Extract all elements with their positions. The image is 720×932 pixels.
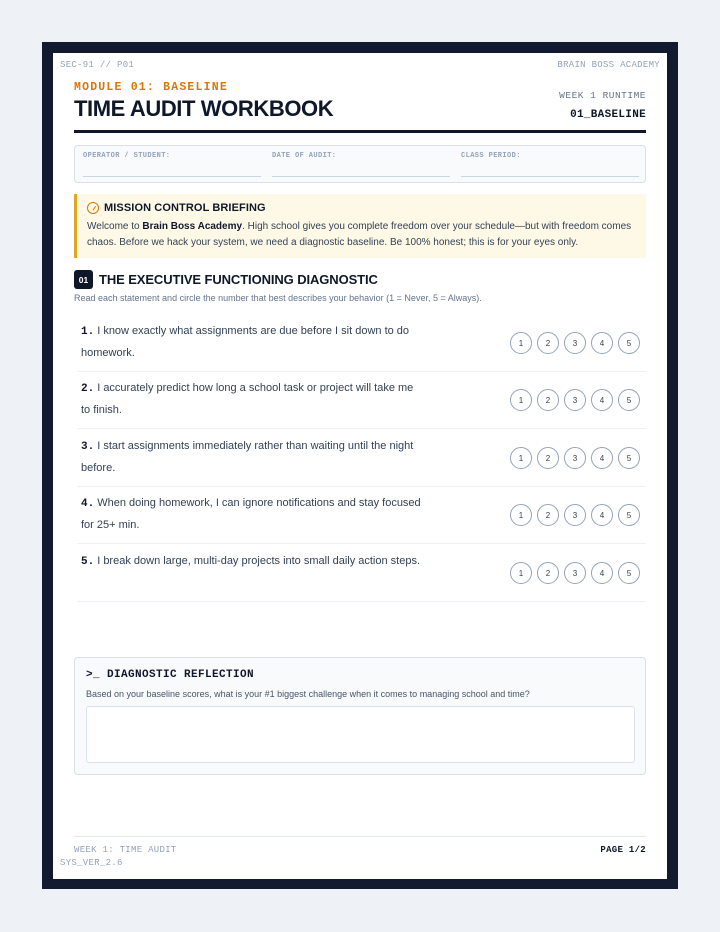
rating-option[interactable]: 5 <box>618 504 640 526</box>
item-text: I start assignments immediately rather than waiting until the night before. <box>81 440 414 474</box>
rating-option[interactable]: 3 <box>564 447 586 469</box>
item-number: 1. <box>81 326 95 338</box>
workbook-page <box>53 53 667 879</box>
compass-icon <box>87 202 99 214</box>
item-text: When doing homework, I can ignore notifications and stay focused for 25+ min. <box>81 497 421 531</box>
rating-option[interactable]: 1 <box>510 389 532 411</box>
header-divider <box>74 130 646 133</box>
rating-option[interactable]: 2 <box>537 562 559 584</box>
date-field-label: DATE OF AUDIT: <box>272 152 337 160</box>
item-statement <box>81 378 421 421</box>
diagnostic-item <box>77 372 646 429</box>
date-field-line <box>272 176 450 177</box>
reflection-title: >_ DIAGNOSTIC REFLECTION <box>86 669 255 681</box>
rating-option[interactable]: 3 <box>564 504 586 526</box>
diagnostic-item <box>77 487 646 544</box>
rating-option[interactable]: 2 <box>537 447 559 469</box>
page-number: PAGE 1/2 <box>600 845 646 855</box>
item-number: 3. <box>81 441 95 453</box>
rating-scale <box>510 332 640 354</box>
rating-option[interactable]: 1 <box>510 332 532 354</box>
rating-option[interactable]: 5 <box>618 562 640 584</box>
rating-option[interactable]: 2 <box>537 504 559 526</box>
class-period-field[interactable] <box>461 152 639 160</box>
section-number-badge: 01 <box>74 270 93 289</box>
briefing-text-end: . High school gives you complete freedom over your schedule—but with freedom comes chaos. Before we hack your system, we need a diagnostic baseline. Be 100% honest; this is for your eyes only. <box>87 221 632 248</box>
item-statement <box>81 493 421 536</box>
mission-briefing <box>74 194 646 258</box>
reflection-panel <box>74 657 646 775</box>
briefing-brand: Brain Boss Academy <box>142 221 243 232</box>
rating-option[interactable]: 4 <box>591 447 613 469</box>
rating-option[interactable]: 5 <box>618 389 640 411</box>
date-field[interactable] <box>272 152 450 160</box>
rating-option[interactable]: 1 <box>510 447 532 469</box>
runtime-label: WEEK 1 RUNTIME <box>559 90 646 101</box>
page-title: TIME AUDIT WORKBOOK <box>74 96 334 121</box>
item-number: 5. <box>81 556 95 568</box>
rating-scale <box>510 562 640 584</box>
rating-option[interactable]: 3 <box>564 389 586 411</box>
student-field-line <box>83 176 261 177</box>
student-field-label: OPERATOR / STUDENT: <box>83 152 171 160</box>
item-statement <box>81 436 421 479</box>
item-statement <box>81 551 421 573</box>
diagnostic-item <box>77 430 646 487</box>
rating-option[interactable]: 5 <box>618 332 640 354</box>
item-text: I accurately predict how long a school task or project will take me to finish. <box>81 382 414 416</box>
item-text: I know exactly what assignments are due before I sit down to do homework. <box>81 325 410 359</box>
reflection-question: Based on your baseline scores, what is your #1 biggest challenge when it comes to managing school and time? <box>86 689 530 699</box>
rating-option[interactable]: 3 <box>564 332 586 354</box>
section-code: SEC-91 // P01 <box>60 60 135 70</box>
rating-option[interactable]: 3 <box>564 562 586 584</box>
footer-divider <box>74 836 646 837</box>
student-field[interactable] <box>83 152 261 160</box>
rating-option[interactable]: 4 <box>591 389 613 411</box>
brand-label: BRAIN BOSS ACADEMY <box>557 60 660 70</box>
rating-scale <box>510 389 640 411</box>
section-instructions: Read each statement and circle the number that best describes your behavior (1 = Never, 5 = Always). <box>74 293 482 303</box>
rating-option[interactable]: 2 <box>537 332 559 354</box>
footer-week: WEEK 1: TIME AUDIT <box>74 845 177 855</box>
item-number: 4. <box>81 498 95 510</box>
rating-option[interactable]: 1 <box>510 562 532 584</box>
rating-option[interactable]: 5 <box>618 447 640 469</box>
rating-option[interactable]: 2 <box>537 389 559 411</box>
class-period-field-label: CLASS PERIOD: <box>461 152 521 160</box>
briefing-title: MISSION CONTROL BRIEFING <box>104 202 266 214</box>
class-period-field-line <box>461 176 639 177</box>
briefing-text-start: Welcome to <box>87 221 143 232</box>
item-number: 2. <box>81 383 95 395</box>
section-title: THE EXECUTIVE FUNCTIONING DIAGNOSTIC <box>99 272 378 287</box>
diagnostic-item <box>77 545 646 602</box>
rating-option[interactable]: 1 <box>510 504 532 526</box>
briefing-text <box>87 219 634 251</box>
rating-scale <box>510 447 640 469</box>
rating-scale <box>510 504 640 526</box>
module-label: MODULE 01: BASELINE <box>74 81 228 94</box>
diagnostic-item <box>77 315 646 372</box>
version-label: SYS_VER_2.6 <box>60 858 123 868</box>
rating-option[interactable]: 4 <box>591 562 613 584</box>
info-fields <box>74 145 646 183</box>
baseline-code: 01_BASELINE <box>570 109 646 121</box>
rating-option[interactable]: 4 <box>591 504 613 526</box>
rating-option[interactable]: 4 <box>591 332 613 354</box>
reflection-answer-box[interactable] <box>86 706 635 763</box>
item-text: I break down large, multi-day projects into small daily action steps. <box>97 555 421 567</box>
section-header <box>74 270 378 289</box>
item-statement <box>81 321 421 364</box>
